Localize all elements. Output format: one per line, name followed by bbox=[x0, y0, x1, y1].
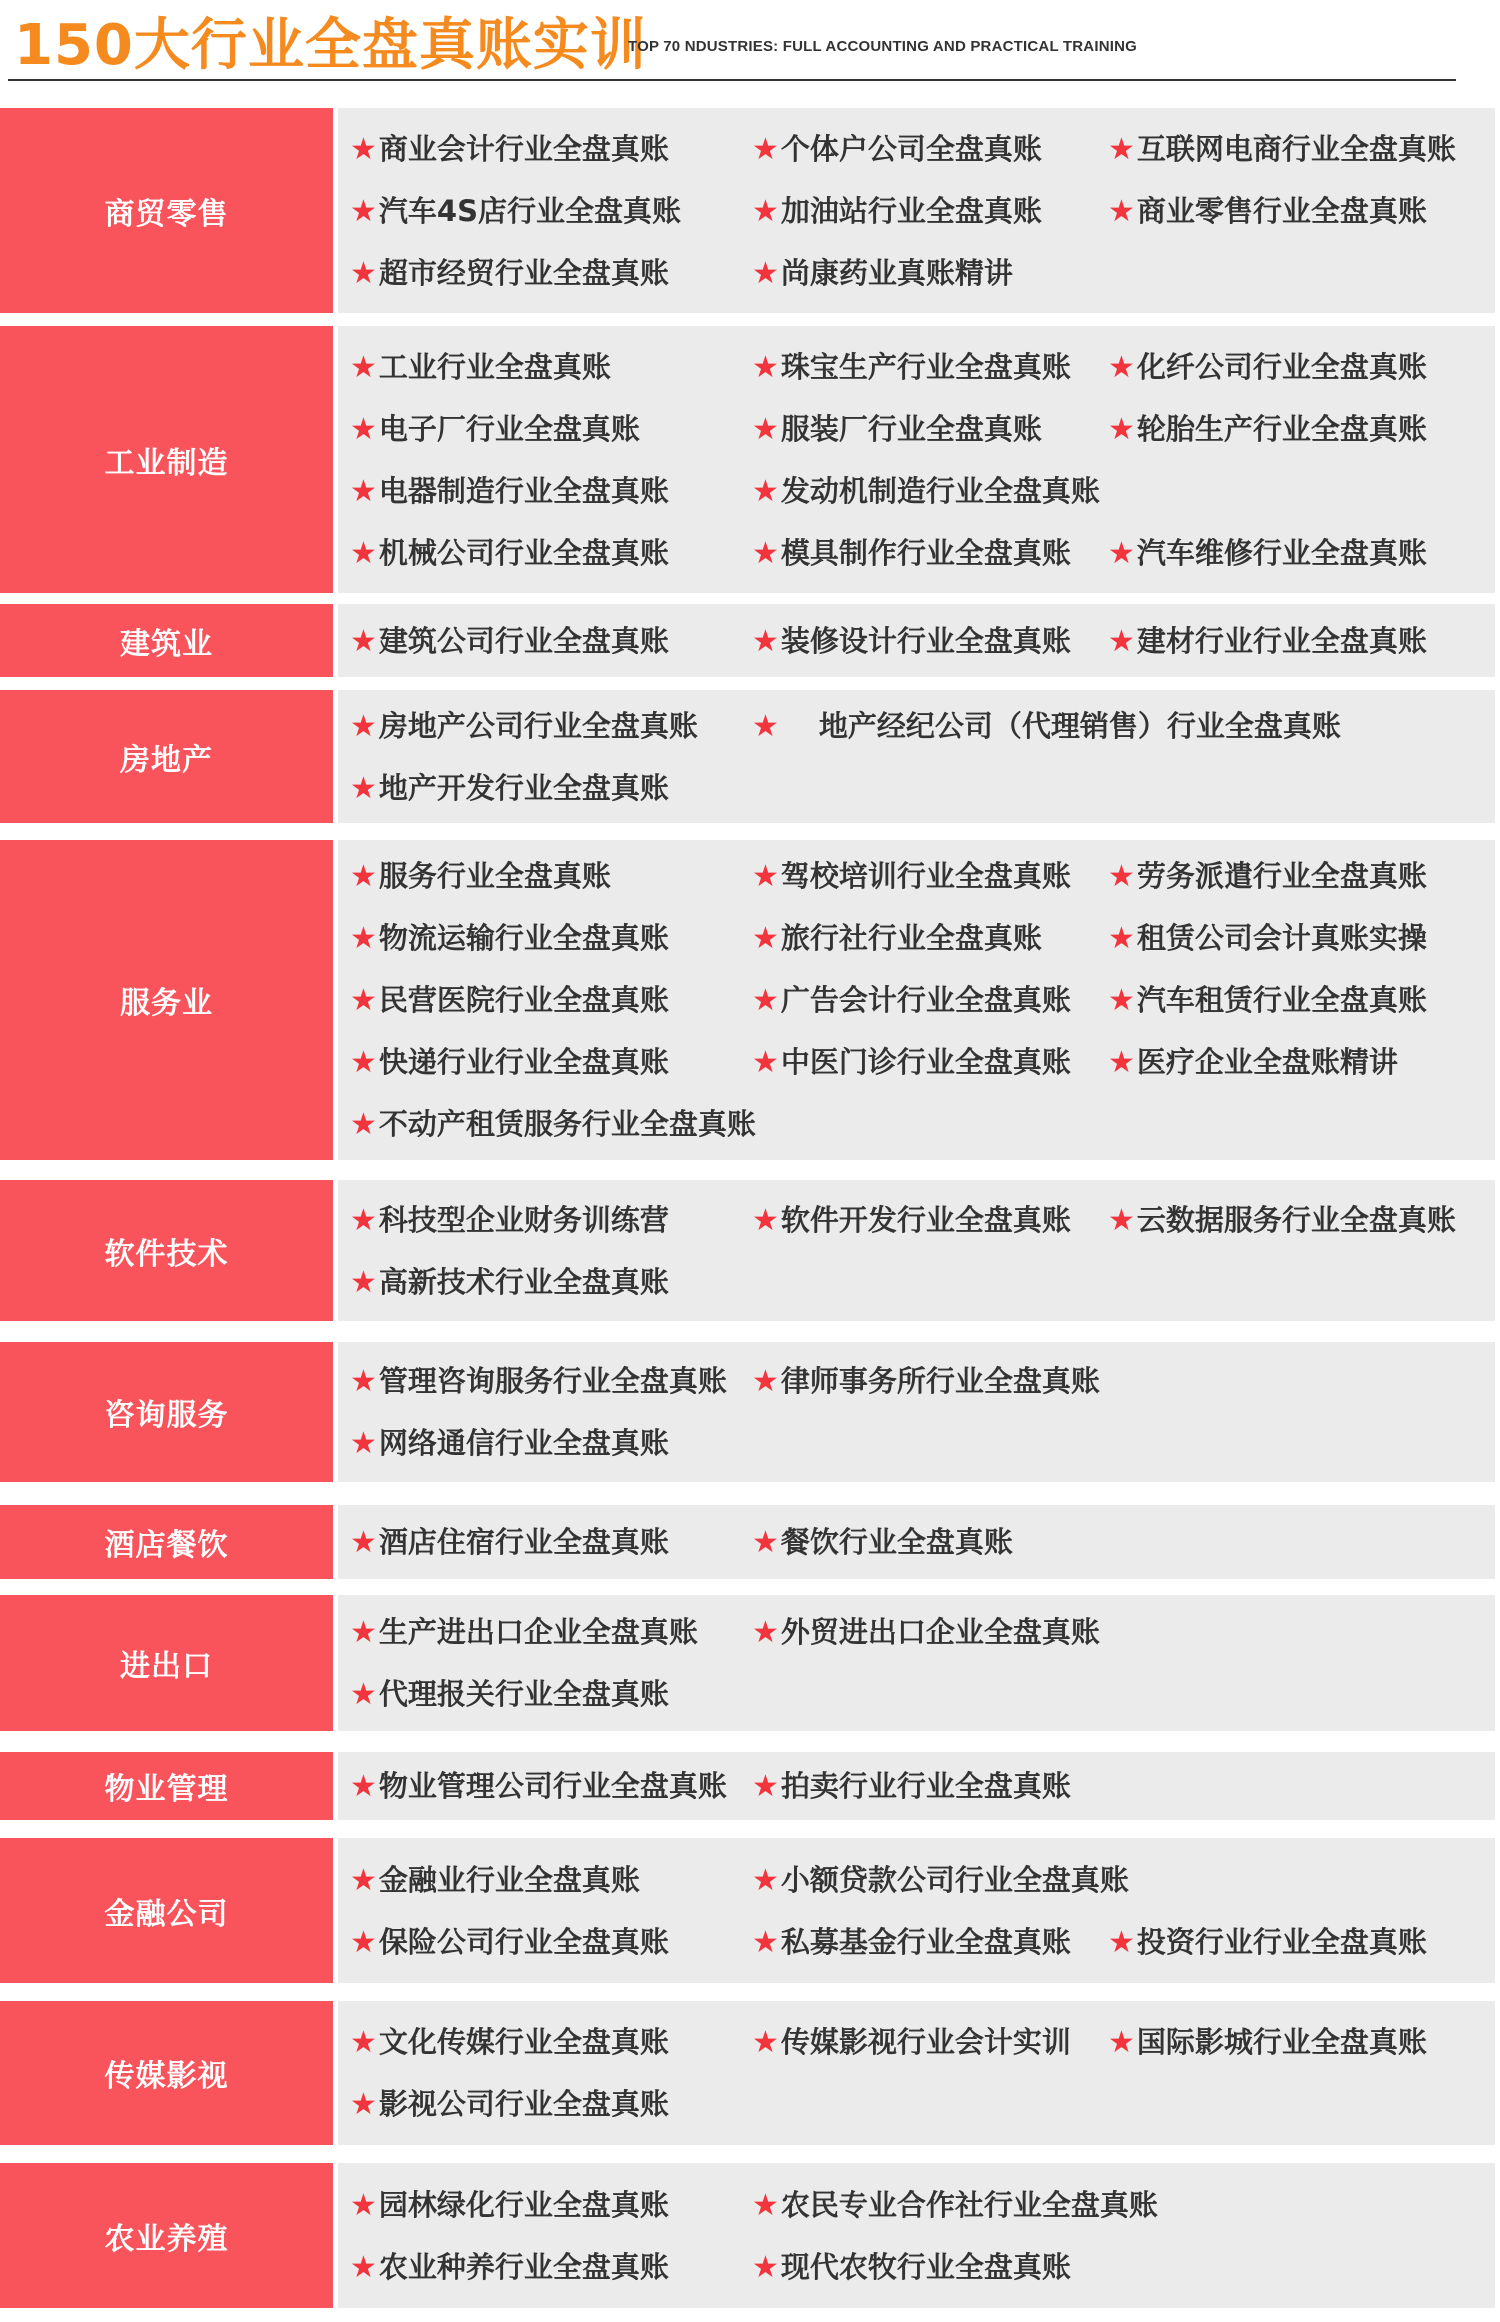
course-title: 模具制作行业全盘真账 bbox=[780, 536, 1071, 570]
star-icon: ★ bbox=[752, 194, 779, 229]
course-item[interactable] bbox=[752, 1044, 1071, 1081]
course-title: 管理咨询服务行业全盘真账 bbox=[378, 1364, 727, 1398]
course-title: 个体户公司全盘真账 bbox=[780, 132, 1042, 166]
course-item[interactable] bbox=[1108, 193, 1427, 230]
course-list bbox=[338, 1752, 1495, 1820]
star-icon: ★ bbox=[752, 859, 779, 894]
star-icon: ★ bbox=[752, 1045, 779, 1080]
course-item[interactable] bbox=[752, 193, 1042, 230]
course-title: 云数据服务行业全盘真账 bbox=[1136, 1203, 1456, 1237]
course-item[interactable] bbox=[752, 623, 1071, 660]
course-item[interactable] bbox=[1108, 1202, 1456, 1239]
category-label: 传媒影视 bbox=[0, 2001, 333, 2145]
star-icon: ★ bbox=[350, 1615, 377, 1650]
star-icon: ★ bbox=[1108, 983, 1135, 1018]
course-title: 保险公司行业全盘真账 bbox=[378, 1925, 669, 1959]
star-icon: ★ bbox=[1108, 1045, 1135, 1080]
course-title: 广告会计行业全盘真账 bbox=[780, 983, 1071, 1017]
course-title: 不动产租赁服务行业全盘真账 bbox=[378, 1107, 756, 1141]
course-item[interactable] bbox=[1108, 535, 1427, 572]
star-icon: ★ bbox=[350, 412, 377, 447]
star-icon: ★ bbox=[350, 1769, 377, 1804]
course-item[interactable] bbox=[350, 1768, 727, 1805]
course-item[interactable] bbox=[752, 708, 1341, 745]
star-icon: ★ bbox=[350, 1677, 377, 1712]
course-item[interactable] bbox=[350, 1524, 669, 1561]
course-title: 私募基金行业全盘真账 bbox=[780, 1925, 1071, 1959]
course-item[interactable] bbox=[350, 1676, 669, 1713]
course-item[interactable] bbox=[752, 1202, 1071, 1239]
star-icon: ★ bbox=[350, 2087, 377, 2122]
course-title: 服务行业全盘真账 bbox=[378, 859, 611, 893]
course-title: 投资行业行业全盘真账 bbox=[1136, 1925, 1427, 1959]
course-item[interactable] bbox=[350, 770, 669, 807]
course-title: 地产开发行业全盘真账 bbox=[378, 771, 669, 805]
section-row bbox=[0, 108, 1495, 313]
star-icon: ★ bbox=[752, 536, 779, 571]
course-title: 珠宝生产行业全盘真账 bbox=[780, 350, 1071, 384]
course-item[interactable] bbox=[752, 1363, 1100, 1400]
star-icon: ★ bbox=[350, 1426, 377, 1461]
course-item[interactable] bbox=[350, 1924, 669, 1961]
course-item[interactable] bbox=[350, 1862, 640, 1899]
star-icon: ★ bbox=[350, 350, 377, 385]
course-title: 生产进出口企业全盘真账 bbox=[378, 1615, 698, 1649]
course-item[interactable] bbox=[350, 255, 669, 292]
star-icon: ★ bbox=[752, 983, 779, 1018]
category-label: 软件技术 bbox=[0, 1180, 333, 1321]
star-icon: ★ bbox=[752, 132, 779, 167]
category-label: 农业养殖 bbox=[0, 2163, 333, 2308]
course-title: 律师事务所行业全盘真账 bbox=[780, 1364, 1100, 1398]
course-item[interactable] bbox=[350, 623, 669, 660]
section-row bbox=[0, 2163, 1495, 2308]
star-icon: ★ bbox=[1108, 194, 1135, 229]
course-list bbox=[338, 690, 1495, 823]
star-icon: ★ bbox=[350, 624, 377, 659]
course-item[interactable] bbox=[1108, 1044, 1398, 1081]
course-list bbox=[338, 1838, 1495, 1983]
section-row bbox=[0, 840, 1495, 1160]
course-title: 园林绿化行业全盘真账 bbox=[378, 2188, 669, 2222]
category-label: 金融公司 bbox=[0, 1838, 333, 1983]
star-icon: ★ bbox=[752, 1203, 779, 1238]
course-list bbox=[338, 1505, 1495, 1579]
course-title: 劳务派遣行业全盘真账 bbox=[1136, 859, 1427, 893]
course-list bbox=[338, 1180, 1495, 1321]
course-title: 代理报关行业全盘真账 bbox=[378, 1677, 669, 1711]
section-row bbox=[0, 1838, 1495, 1983]
course-item[interactable] bbox=[1108, 131, 1456, 168]
star-icon: ★ bbox=[752, 1525, 779, 1560]
star-icon: ★ bbox=[350, 1364, 377, 1399]
course-title: 房地产公司行业全盘真账 bbox=[378, 709, 698, 743]
star-icon: ★ bbox=[1108, 350, 1135, 385]
section-row bbox=[0, 326, 1495, 593]
course-title: 物业管理公司行业全盘真账 bbox=[378, 1769, 727, 1803]
star-icon: ★ bbox=[1108, 132, 1135, 167]
star-icon: ★ bbox=[350, 2250, 377, 2285]
course-item[interactable] bbox=[1108, 920, 1427, 957]
course-list bbox=[338, 604, 1495, 677]
course-list bbox=[338, 1595, 1495, 1731]
course-item[interactable] bbox=[350, 2187, 669, 2224]
course-item[interactable] bbox=[1108, 858, 1427, 895]
course-item[interactable] bbox=[1108, 982, 1427, 1019]
star-icon: ★ bbox=[350, 2188, 377, 2223]
course-title: 旅行社行业全盘真账 bbox=[780, 921, 1042, 955]
star-icon: ★ bbox=[752, 709, 779, 744]
course-title: 小额贷款公司行业全盘真账 bbox=[780, 1863, 1129, 1897]
star-icon: ★ bbox=[350, 132, 377, 167]
course-title: 电器制造行业全盘真账 bbox=[378, 474, 669, 508]
course-item[interactable] bbox=[350, 349, 611, 386]
course-item[interactable] bbox=[350, 1363, 727, 1400]
star-icon: ★ bbox=[350, 1925, 377, 1960]
course-title: 尚康药业真账精讲 bbox=[780, 256, 1013, 290]
course-item[interactable] bbox=[752, 1862, 1129, 1899]
course-list bbox=[338, 840, 1495, 1160]
course-title: 传媒影视行业会计实训 bbox=[780, 2025, 1071, 2059]
course-item[interactable] bbox=[752, 920, 1042, 957]
course-title: 文化传媒行业全盘真账 bbox=[378, 2025, 669, 2059]
course-item[interactable] bbox=[350, 708, 698, 745]
course-title: 工业行业全盘真账 bbox=[378, 350, 611, 384]
star-icon: ★ bbox=[752, 2250, 779, 2285]
course-title: 汽车维修行业全盘真账 bbox=[1136, 536, 1427, 570]
course-item[interactable] bbox=[1108, 623, 1427, 660]
course-list bbox=[338, 108, 1495, 313]
course-title: 科技型企业财务训练营 bbox=[378, 1203, 669, 1237]
star-icon: ★ bbox=[752, 350, 779, 385]
course-item[interactable] bbox=[752, 1768, 1071, 1805]
section-row bbox=[0, 2001, 1495, 2145]
course-title: 建筑公司行业全盘真账 bbox=[378, 624, 669, 658]
course-title: 租赁公司会计真账实操 bbox=[1136, 921, 1427, 955]
course-item[interactable] bbox=[350, 920, 669, 957]
category-label: 进出口 bbox=[0, 1595, 333, 1731]
course-item[interactable] bbox=[350, 411, 640, 448]
star-icon: ★ bbox=[752, 256, 779, 291]
star-icon: ★ bbox=[752, 2025, 779, 2060]
course-item[interactable] bbox=[752, 2249, 1071, 2286]
course-title: 超市经贸行业全盘真账 bbox=[378, 256, 669, 290]
star-icon: ★ bbox=[350, 256, 377, 291]
course-item[interactable] bbox=[350, 1614, 698, 1651]
course-item[interactable] bbox=[350, 1425, 669, 1462]
course-item[interactable] bbox=[752, 1614, 1100, 1651]
section-row bbox=[0, 690, 1495, 823]
course-item[interactable] bbox=[350, 1044, 669, 1081]
star-icon: ★ bbox=[350, 983, 377, 1018]
course-title: 建材行业行业全盘真账 bbox=[1136, 624, 1427, 658]
course-item[interactable] bbox=[350, 2024, 669, 2061]
course-title: 轮胎生产行业全盘真账 bbox=[1136, 412, 1427, 446]
star-icon: ★ bbox=[1108, 921, 1135, 956]
course-item[interactable] bbox=[752, 535, 1071, 572]
star-icon: ★ bbox=[350, 474, 377, 509]
category-label: 酒店餐饮 bbox=[0, 1505, 333, 1579]
star-icon: ★ bbox=[752, 624, 779, 659]
course-title: 民营医院行业全盘真账 bbox=[378, 983, 669, 1017]
course-item[interactable] bbox=[752, 131, 1042, 168]
star-icon: ★ bbox=[350, 859, 377, 894]
course-item[interactable] bbox=[752, 411, 1042, 448]
course-title: 互联网电商行业全盘真账 bbox=[1136, 132, 1456, 166]
course-item[interactable] bbox=[350, 2086, 669, 2123]
course-title: 国际影城行业全盘真账 bbox=[1136, 2025, 1427, 2059]
course-title: 高新技术行业全盘真账 bbox=[378, 1265, 669, 1299]
star-icon: ★ bbox=[350, 1107, 377, 1142]
star-icon: ★ bbox=[1108, 624, 1135, 659]
course-item[interactable] bbox=[350, 131, 669, 168]
star-icon: ★ bbox=[350, 1203, 377, 1238]
course-title: 影视公司行业全盘真账 bbox=[378, 2087, 669, 2121]
star-icon: ★ bbox=[1108, 536, 1135, 571]
course-list bbox=[338, 1342, 1495, 1482]
course-title: 地产经纪公司（代理销售）行业全盘真账 bbox=[818, 709, 1341, 743]
course-item[interactable] bbox=[752, 1924, 1071, 1961]
star-icon: ★ bbox=[350, 194, 377, 229]
category-label: 工业制造 bbox=[0, 326, 333, 593]
course-title: 加油站行业全盘真账 bbox=[780, 194, 1042, 228]
course-title: 化纤公司行业全盘真账 bbox=[1136, 350, 1427, 384]
star-icon: ★ bbox=[350, 1265, 377, 1300]
course-list bbox=[338, 326, 1495, 593]
course-title: 金融业行业全盘真账 bbox=[378, 1863, 640, 1897]
page-title: 150大行业全盘真账实训 bbox=[14, 13, 647, 78]
star-icon: ★ bbox=[752, 1863, 779, 1898]
course-title: 医疗企业全盘账精讲 bbox=[1136, 1045, 1398, 1079]
course-title: 外贸进出口企业全盘真账 bbox=[780, 1615, 1100, 1649]
star-icon: ★ bbox=[350, 2025, 377, 2060]
course-title: 驾校培训行业全盘真账 bbox=[780, 859, 1071, 893]
star-icon: ★ bbox=[1108, 1925, 1135, 1960]
section-row bbox=[0, 1180, 1495, 1321]
course-item[interactable] bbox=[752, 2024, 1071, 2061]
section-row bbox=[0, 604, 1495, 677]
course-item[interactable] bbox=[350, 2249, 669, 2286]
star-icon: ★ bbox=[1108, 1203, 1135, 1238]
course-item[interactable] bbox=[350, 473, 669, 510]
section-row bbox=[0, 1595, 1495, 1731]
page-subtitle: TOP 70 NDUSTRIES: FULL ACCOUNTING AND PRACTICAL TRAINING bbox=[628, 38, 1137, 55]
course-title: 汽车租赁行业全盘真账 bbox=[1136, 983, 1427, 1017]
course-item[interactable] bbox=[1108, 349, 1427, 386]
star-icon: ★ bbox=[350, 1525, 377, 1560]
course-item[interactable] bbox=[752, 2187, 1158, 2224]
star-icon: ★ bbox=[752, 1925, 779, 1960]
course-item[interactable] bbox=[1108, 411, 1427, 448]
star-icon: ★ bbox=[350, 1045, 377, 1080]
course-title: 中医门诊行业全盘真账 bbox=[780, 1045, 1071, 1079]
course-list bbox=[338, 2001, 1495, 2145]
star-icon: ★ bbox=[1108, 2025, 1135, 2060]
section-row bbox=[0, 1342, 1495, 1482]
star-icon: ★ bbox=[752, 474, 779, 509]
star-icon: ★ bbox=[752, 412, 779, 447]
star-icon: ★ bbox=[350, 1863, 377, 1898]
star-icon: ★ bbox=[350, 921, 377, 956]
star-icon: ★ bbox=[752, 921, 779, 956]
course-item[interactable] bbox=[1108, 1924, 1427, 1961]
course-title: 电子厂行业全盘真账 bbox=[378, 412, 640, 446]
course-item[interactable] bbox=[752, 1524, 1013, 1561]
course-title: 现代农牧行业全盘真账 bbox=[780, 2250, 1071, 2284]
category-label: 商贸零售 bbox=[0, 108, 333, 313]
course-title: 酒店住宿行业全盘真账 bbox=[378, 1525, 669, 1559]
course-item[interactable] bbox=[350, 982, 669, 1019]
star-icon: ★ bbox=[350, 536, 377, 571]
course-title: 快递行业行业全盘真账 bbox=[378, 1045, 669, 1079]
course-title: 机械公司行业全盘真账 bbox=[378, 536, 669, 570]
course-title: 商业会计行业全盘真账 bbox=[378, 132, 669, 166]
course-item[interactable] bbox=[350, 858, 611, 895]
star-icon: ★ bbox=[752, 1769, 779, 1804]
course-item[interactable] bbox=[350, 1202, 669, 1239]
star-icon: ★ bbox=[752, 1615, 779, 1650]
course-title: 商业零售行业全盘真账 bbox=[1136, 194, 1427, 228]
section-row bbox=[0, 1752, 1495, 1820]
course-item[interactable] bbox=[350, 1264, 669, 1301]
course-title: 服装厂行业全盘真账 bbox=[780, 412, 1042, 446]
star-icon: ★ bbox=[350, 771, 377, 806]
header-divider bbox=[8, 79, 1456, 81]
course-item[interactable] bbox=[1108, 2024, 1427, 2061]
category-label: 物业管理 bbox=[0, 1752, 333, 1820]
course-title: 网络通信行业全盘真账 bbox=[378, 1426, 669, 1460]
category-label: 服务业 bbox=[0, 840, 333, 1160]
course-list bbox=[338, 2163, 1495, 2308]
category-label: 咨询服务 bbox=[0, 1342, 333, 1482]
course-item[interactable] bbox=[350, 535, 669, 572]
course-title: 发动机制造行业全盘真账 bbox=[780, 474, 1100, 508]
course-item[interactable] bbox=[752, 858, 1071, 895]
course-title: 汽车4S店行业全盘真账 bbox=[378, 194, 681, 228]
course-item[interactable] bbox=[752, 982, 1071, 1019]
course-item[interactable] bbox=[752, 349, 1071, 386]
category-label: 房地产 bbox=[0, 690, 333, 823]
category-label: 建筑业 bbox=[0, 604, 333, 677]
star-icon: ★ bbox=[350, 709, 377, 744]
course-title: 软件开发行业全盘真账 bbox=[780, 1203, 1071, 1237]
course-title: 餐饮行业全盘真账 bbox=[780, 1525, 1013, 1559]
course-title: 装修设计行业全盘真账 bbox=[780, 624, 1071, 658]
page-header bbox=[0, 0, 1500, 90]
star-icon: ★ bbox=[1108, 412, 1135, 447]
course-item[interactable] bbox=[752, 255, 1013, 292]
course-item[interactable] bbox=[752, 473, 1100, 510]
course-title: 农民专业合作社行业全盘真账 bbox=[780, 2188, 1158, 2222]
course-title: 拍卖行业行业全盘真账 bbox=[780, 1769, 1071, 1803]
course-title: 农业种养行业全盘真账 bbox=[378, 2250, 669, 2284]
course-title: 物流运输行业全盘真账 bbox=[378, 921, 669, 955]
section-row bbox=[0, 1505, 1495, 1579]
course-item[interactable] bbox=[350, 193, 681, 230]
course-item[interactable] bbox=[350, 1106, 756, 1143]
star-icon: ★ bbox=[752, 2188, 779, 2223]
star-icon: ★ bbox=[1108, 859, 1135, 894]
star-icon: ★ bbox=[752, 1364, 779, 1399]
